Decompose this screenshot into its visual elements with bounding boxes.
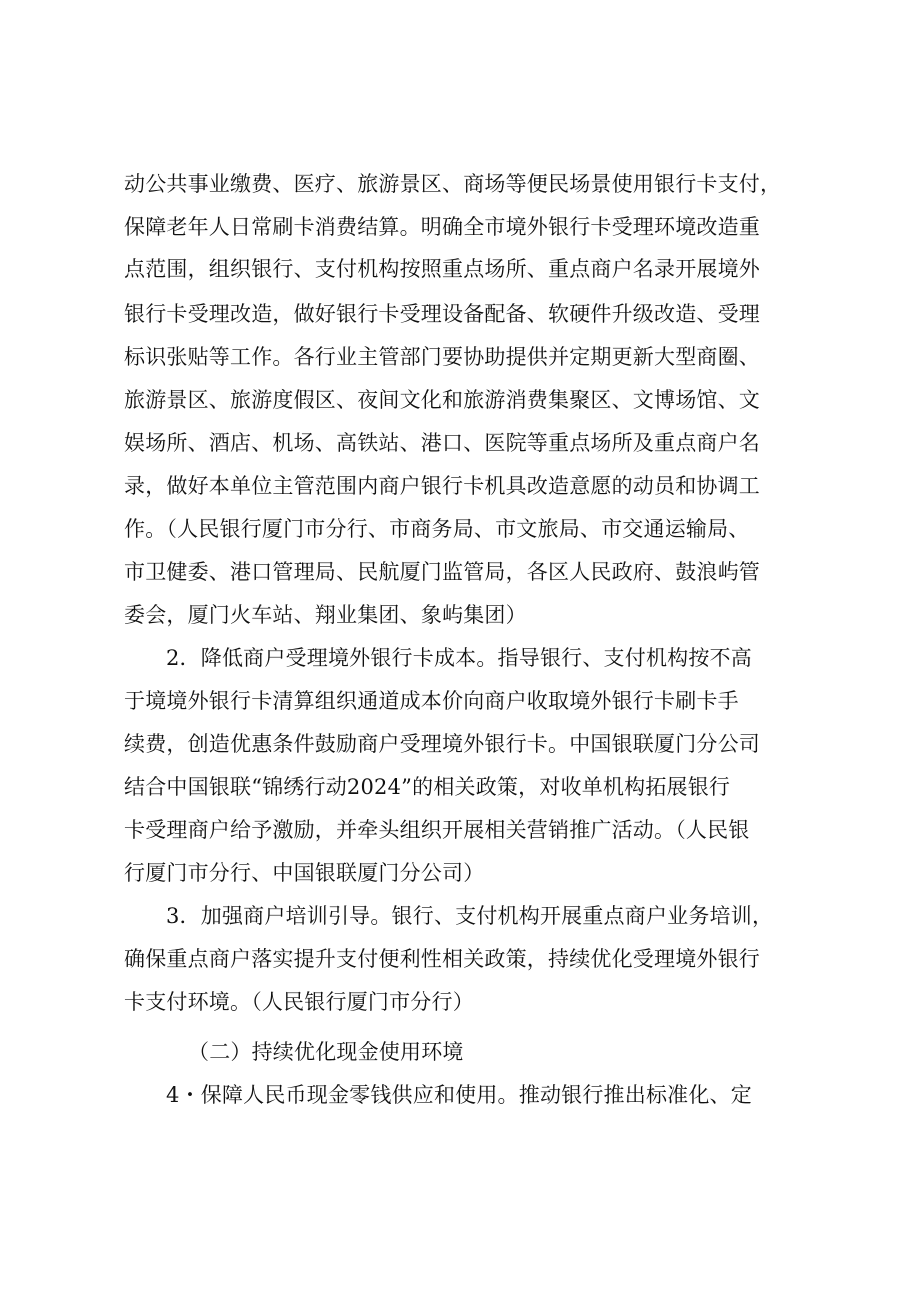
item-2-line-3: 续费，创造优惠条件鼓励商户受理境外银行卡。中国银联厦门分公司: [124, 732, 760, 756]
item-2-line-2: 于境境外银行卡清算组织通道成本价向商户收取境外银行卡刷卡手: [124, 689, 739, 713]
body-line-4: 银行卡受理改造，做好银行卡受理设备配备、软硬件升级改造、受理: [124, 302, 760, 326]
item-3-line-3: 卡支付环境。（人民银行厦门市分行）: [124, 990, 474, 1014]
body-line-10: 市卫健委、港口管理局、民航厦门监管局，各区人民政府、鼓浪屿管: [124, 560, 760, 584]
body-line-5: 标识张贴等工作。各行业主管部门要协助提供并定期更新大型商圈、: [124, 345, 760, 369]
body-line-7: 娱场所、酒店、机场、高铁站、港口、医院等重点场所及重点商户名: [124, 431, 760, 455]
item-3-line-1: 3．加强商户培训引导。银行、支付机构开展重点商户业务培训，: [166, 904, 774, 928]
item-2-line-6: 行厦门市分行、中国银联厦门分公司）: [124, 861, 485, 885]
item-2-line-5: 卡受理商户给予激励，并牵头组织开展相关营销推广活动。（人民银: [124, 818, 750, 842]
item-4-line-1: 4・保障人民币现金零钱供应和使用。推动银行推出标准化、定: [166, 1083, 752, 1107]
body-line-2: 保障老年人日常刷卡消费结算。明确全市境外银行卡受理环境改造重: [124, 215, 760, 239]
body-line-9: 作。（人民银行厦门市分行、市商务局、市文旅局、市交通运输局、: [124, 517, 750, 541]
section-heading: （二）持续优化现金使用环境: [188, 1040, 464, 1064]
item-2-line-4: 结合中国银联“锦绣行动2024”的相关政策，对收单机构拓展银行: [124, 775, 731, 799]
body-line-11: 委会，厦门火车站、翔业集团、象屿集团）: [124, 603, 527, 627]
item-2-line-1: 2．降低商户受理境外银行卡成本。指导银行、支付机构按不高: [166, 646, 752, 670]
body-line-6: 旅游景区、旅游度假区、夜间文化和旅游消费集聚区、文博场馆、文: [124, 388, 760, 412]
item-3-line-2: 确保重点商户落实提升支付便利性相关政策，持续优化受理境外银行: [124, 947, 760, 971]
body-line-8: 录，做好本单位主管范围内商户银行卡机具改造意愿的动员和协调工: [124, 474, 760, 498]
body-line-3: 点范围，组织银行、支付机构按照重点场所、重点商户名录开展境外: [124, 257, 760, 281]
body-line-1: 动公共事业缴费、医疗、旅游景区、商场等便民场景使用银行卡支付，: [124, 172, 782, 196]
